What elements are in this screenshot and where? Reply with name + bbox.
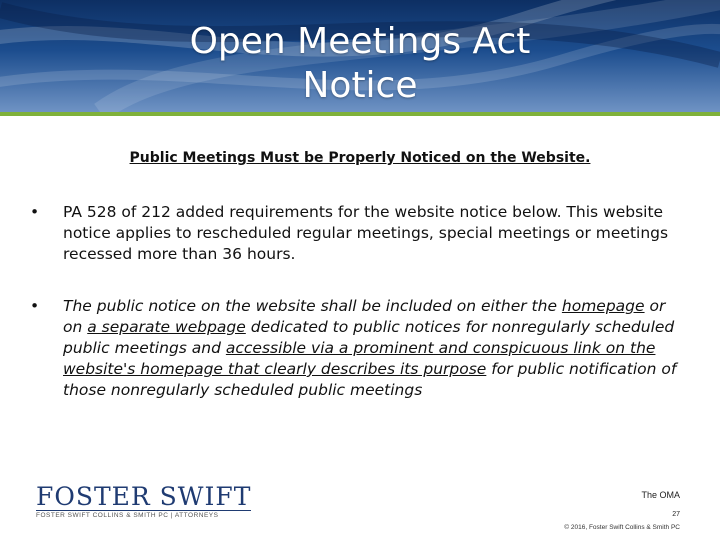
bullet-item-1 <box>30 202 680 265</box>
bullet2-text-part: The public notice on the website shall be included on either the <box>63 297 562 315</box>
bullet2-underlined-webpage: a separate webpage <box>87 318 246 336</box>
firm-logo <box>36 484 251 519</box>
slide-subtitle: Public Meetings Must be Properly Noticed on the Website. <box>129 150 591 166</box>
bullet2-underlined-homepage: homepage <box>561 297 645 315</box>
logo-subtext: FOSTER SWIFT COLLINS & SMITH PC | ATTORNEYS <box>36 510 251 519</box>
header-banner <box>0 0 720 112</box>
bullet-text-2 <box>63 296 680 401</box>
bullet2-text-part: dedicated to public notices for nonregularly scheduled public meetings and <box>63 318 675 357</box>
bullet-dot: • <box>30 203 40 221</box>
slide-title <box>0 20 720 108</box>
bullet-item-2 <box>30 296 680 401</box>
bullet-dot: • <box>30 297 40 315</box>
bullet2-text-part: or on <box>63 297 666 336</box>
copyright-text: © 2016, Foster Swift Collins & Smith PC <box>564 524 680 531</box>
page-number: 27 <box>672 511 680 518</box>
bullet2-text-part: for public notification of those nonregularly scheduled public meetings <box>63 360 677 399</box>
bullet2-underlined-link: accessible via a prominent and conspicuous link on the website's homepage that clearly describes its purpose <box>63 339 656 378</box>
footer-label: The OMA <box>641 490 680 500</box>
slide-title-line2: Notice <box>302 65 418 106</box>
header-accent-line <box>0 112 720 116</box>
bullet-text-1: PA 528 of 212 added requirements for the website notice below. This website notice applies to rescheduled regular meetings, special meetings or meetings recessed more than 36 hours. <box>63 203 669 263</box>
slide-title-line1: Open Meetings Act <box>189 21 531 62</box>
logo-name: FOSTER SWIFT <box>36 482 252 511</box>
